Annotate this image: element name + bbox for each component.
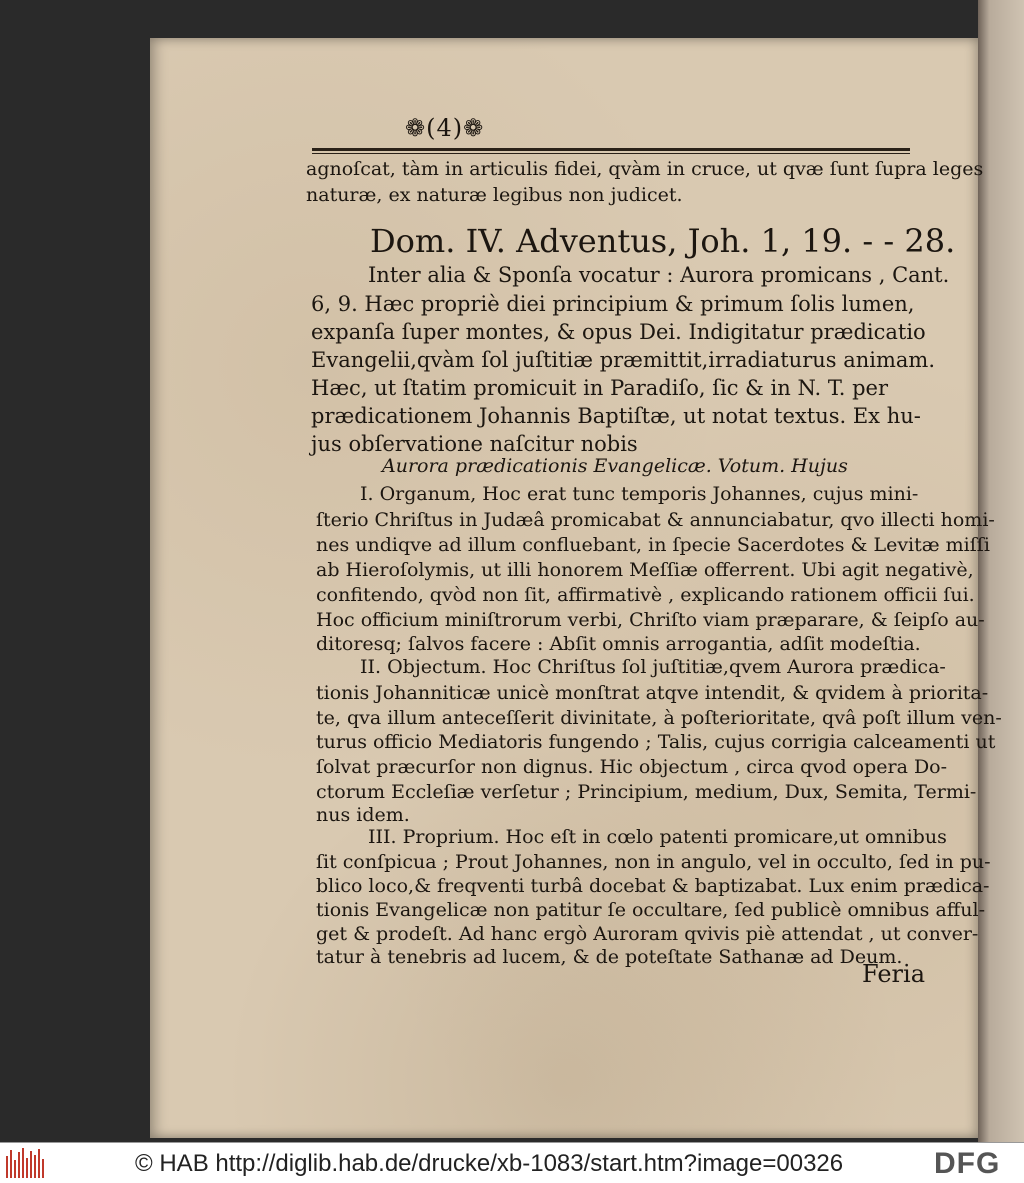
text-line: te, qva illum anteceſſerit divinitate, à poſterioritate, qvâ poſt illum ven-: [316, 707, 1002, 729]
text-line: tionis Johanniticæ unicè monſtrat atqve intendit, & qvidem à priorita-: [316, 682, 989, 704]
text-line: nus idem.: [316, 804, 410, 826]
text-line: ſit conſpicua ; Prout Johannes, non in angulo, vel in occulto, ſed in pu-: [316, 851, 991, 873]
text-line: blico loco,& freqventi turbâ docebat & baptizabat. Lux enim prædica-: [316, 875, 990, 897]
text-line: tatur à tenebris ad lucem, & de poteſtate Sathanæ ad Deum.: [316, 946, 903, 968]
text-line: expanſa ſuper montes, & opus Dei. Indigitatur prædicatio: [311, 320, 926, 344]
text-line: 6, 9. Hæc propriè diei principium & primum ſolis lumen,: [311, 292, 915, 316]
page-header: ❁(4)❁: [405, 114, 485, 142]
text-line: nes undiqve ad illum confluebant, in ſpecie Sacerdotes & Levitæ miſſi: [316, 534, 990, 556]
text-line: ab Hieroſolymis, ut illi honorem Meſſiæ offerrent. Ubi agit negativè,: [316, 559, 974, 581]
text-line: Evangelii,qvàm ſol juſtitiæ præmittit,irradiaturus animam.: [311, 348, 936, 372]
text-line: I. Organum, Hoc erat tunc temporis Johannes, cujus mini-: [360, 483, 919, 505]
header-rule: [312, 148, 910, 151]
section-title: Dom. IV. Adventus, Joh. 1, 19. - - 28.: [370, 222, 956, 260]
text-line: ſolvat præcurſor non dignus. Hic objectum , circa qvod opera Do-: [316, 756, 948, 778]
catchword: Feria: [862, 960, 925, 988]
text-line: ctorum Eccleſiæ verſetur ; Principium, medium, Dux, Semita, Termi-: [316, 781, 977, 803]
text-line: III. Proprium. Hoc eſt in cœlo patenti promicare,ut omnibus: [368, 826, 947, 848]
text-line: Hoc officium miniſtrorum verbi, Chriſto viam præparare, & ſeipſo au-: [316, 609, 985, 631]
text-line: Inter alia & Sponſa vocatur : Aurora promicans , Cant.: [368, 263, 950, 287]
copyright-link[interactable]: © HAB http://diglib.hab.de/drucke/xb-1083/start.htm?image=00326: [135, 1150, 844, 1177]
text-line: naturæ, ex naturæ legibus non judicet.: [306, 184, 683, 206]
header-rule-thin: [312, 153, 910, 154]
text-line: ſterio Chriſtus in Judæâ promicabat & annunciabatur, qvo illecti homi-: [316, 509, 995, 531]
text-line: turus officio Mediatoris fungendo ; Talis, cujus corrigia calceamenti ut: [316, 731, 996, 753]
text-line: get & prodeſt. Ad hanc ergò Auroram qvivis piè attendat , ut conver-: [316, 923, 979, 945]
subtitle: Aurora prædicationis Evangelicæ. Votum. Hujus: [382, 455, 848, 477]
text-line: tionis Evangelicæ non patitur ſe occultare, ſed publicè omnibus afful-: [316, 899, 986, 921]
text-line: agnoſcat, tàm in articulis fidei, qvàm in cruce, ut qvæ ſunt ſupra leges: [306, 158, 984, 180]
text-line: Hæc, ut ſtatim promicuit in Paradiſo, ſic & in N. T. per: [311, 376, 889, 400]
text-line: jus obſervatione naſcitur nobis: [311, 432, 638, 456]
next-page-edge: [978, 0, 1024, 1142]
dfg-logo: DFG: [934, 1147, 1001, 1180]
text-line: confitendo, qvòd non ſit, affirmativè , explicando rationem officii ſui.: [316, 584, 975, 606]
text-line: prædicationem Johannis Baptiſtæ, ut notat textus. Ex hu-: [311, 404, 921, 428]
hab-logo-icon: [6, 1148, 46, 1178]
text-line: ditoresq; ſalvos facere : Abſit omnis arrogantia, adſit modeſtia.: [316, 633, 921, 655]
text-line: II. Objectum. Hoc Chriſtus ſol juſtitiæ,qvem Aurora prædica-: [360, 656, 946, 678]
